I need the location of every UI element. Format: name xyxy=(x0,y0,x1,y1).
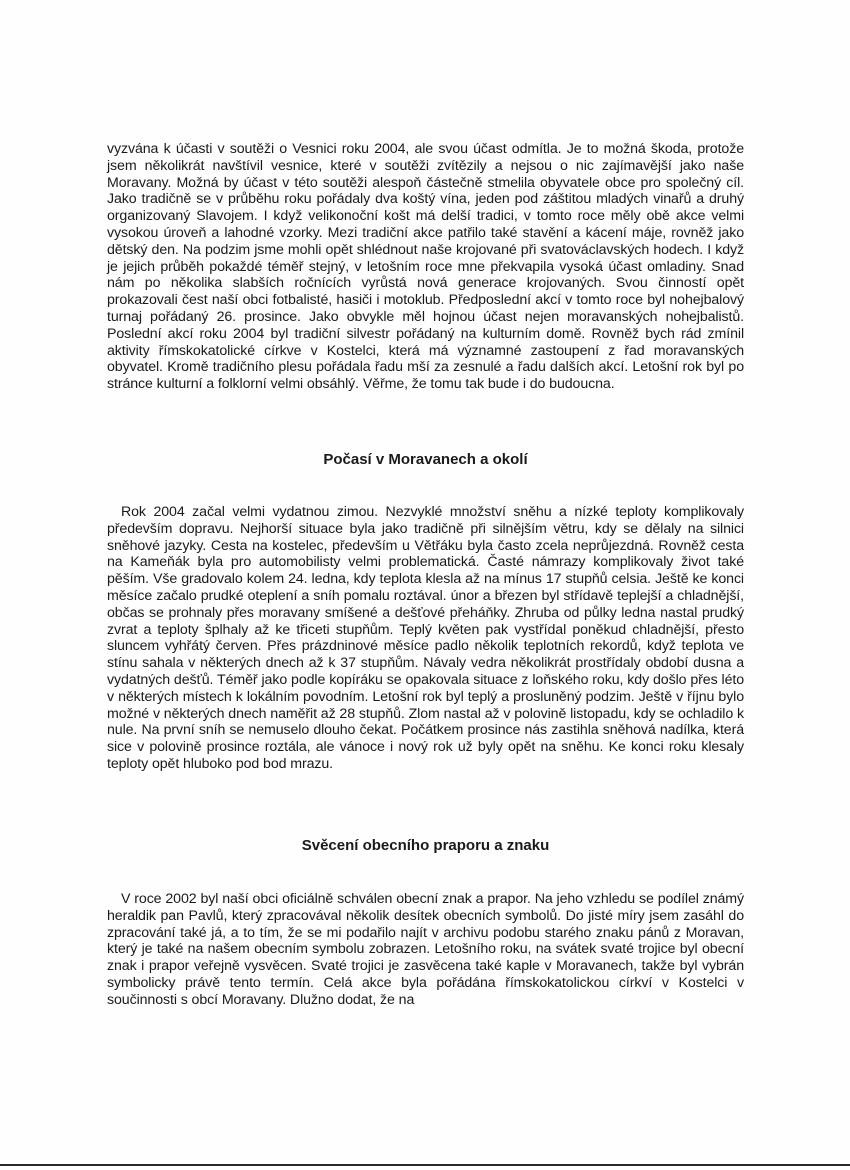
intro-paragraph: vyzvána k účasti v soutěži o Vesnici roku 2004, ale svou účast odmítla. Je to možná škoda, protože jsem několikrát navštívil vesnice, které v soutěži zvítězily a nejsou o nic zajímavější jako naše Moravany. Možná by účast v této soutěži alespoň částečně stmelila obyvatele obce pro společný cíl. Jako tradičně se v průběhu roku pořádaly dva koštý vína, jeden pod záštitou mladých vinařů a druhý organizovaný Slavojem. I když velikonoční košt má delší tradici, v tomto roce měly obě akce velmi vysokou úroveň a lahodné vzorky. Mezi tradiční akce patřilo také stavění a kácení máje, rovněž jako dětský den. Na podzim jsme mohli opět shlédnout naše krojované při svatováclavských hodech. I když je jejich průběh pokaždé téměř stejný, v letošním roce mne překvapila vysoká účast omladiny. Snad nám po několika slabších ročnících vyrůstá nová generace krojovaných. Svou činností opět prokazovali čest naší obci fotbalisté, hasiči i motoklub. Předposlední akcí v tomto roce byl nohejbalový turnaj pořádaný 26. prosince. Jako obvykle měl hojnou účast nejen moravanských nohejbalistů. Poslední akcí roku 2004 byl tradiční silvestr pořádaný na kulturním domě. Rovněž bych rád zmínil aktivity římskokatolické církve v Kostelci, která má významné zastoupení z řad moravanských obyvatel. Kromě tradičního plesu pořádala řadu mší za zesnulé a řadu dalších akcí. Letošní rok byl po stránce kulturní a folklorní velmi obsáhlý. Věřme, že tomu tak bude i do budoucna. xyxy=(107,141,744,393)
scan-edge-line xyxy=(0,1164,850,1166)
flag-heading: Svěcení obecního praporu a znaku xyxy=(301,837,550,854)
flag-paragraph: V roce 2002 byl naší obci oficiálně schválen obecní znak a prapor. Na jeho vzhledu se podílel známý heraldik pan Pavlů, který zpracovával několik desítek obecních symbolů. Do jisté míry jsem zasáhl do zpracování také já, a to tím, že se mi podařilo najít v archivu podobu starého znaku pánů z Moravan, který je také na našem obecním symbolu zobrazen. Letošního roku, na svátek svaté trojice byl obecní znak i prapor veřejně vysvěcen. Svaté trojici je zasvěcena také kaple v Moravanech, takže byl vybrán symbolicky právě tento termín. Celá akce byla pořádána římskokatolickou církví v Kostelci v součinnosti s obcí Moravany. Dlužno dodat, že na xyxy=(107,891,744,1008)
weather-paragraph: Rok 2004 začal velmi vydatnou zimou. Nezvyklé množství sněhu a nízké teploty komplikovaly především dopravu. Nejhorší situace byla jako tradičně při silnějším větru, kdy se dělaly na silnici sněhové jazyky. Cesta na kostelec, především u Větřáku byla často zcela neprůjezdná. Rovněž cesta na Kameňák byla pro automobilisty velmi problematická. Časté námrazy komplikovaly život také pěším. Vše gradovalo kolem 24. ledna, kdy teplota klesla až na mínus 17 stupňů celsia. Ještě ke konci měsíce začalo prudké oteplení a sníh pomalu roztával. únor a březen byl střídavě teplejší a chladnější, občas se prohnaly přes moravany smíšené a dešťové přeháňky. Zhruba od půlky ledna nastal prudký zvrat a teploty šplhaly až ke třiceti stupňům. Teplý květen pak vystřídal poněkud chladnější, přesto sluncem vyhřátý červen. Přes prázdninové měsíce padlo několik teplotních rekordů, když teplota ve stínu sahala v některých dnech až k 37 stupňům. Návaly vedra několikrát prostřídaly období dusna a vydatných dešťů. Téměř jako podle kopíráku se opakovala situace z loňského roku, kdy došlo přes léto v některých místech k lokálním povodním. Letošní rok byl teplý a prosluněný podzim. Ještě v říjnu bylo možné v některých dnech naměřit až 28 stupňů. Zlom nastal až v polovině listopadu, kdy se ochladilo k nule. Na první sníh se nemuselo dlouho čekat. Počátkem prosince nás zastihla sněhová nadílka, která sice v polovině prosince roztála, ale vánoce i nový rok už byly opět na sněhu. Ke konci roku klesaly teploty opět hluboko pod bod mrazu. xyxy=(107,504,744,772)
weather-heading: Počasí v Moravanech a okolí xyxy=(323,451,528,468)
